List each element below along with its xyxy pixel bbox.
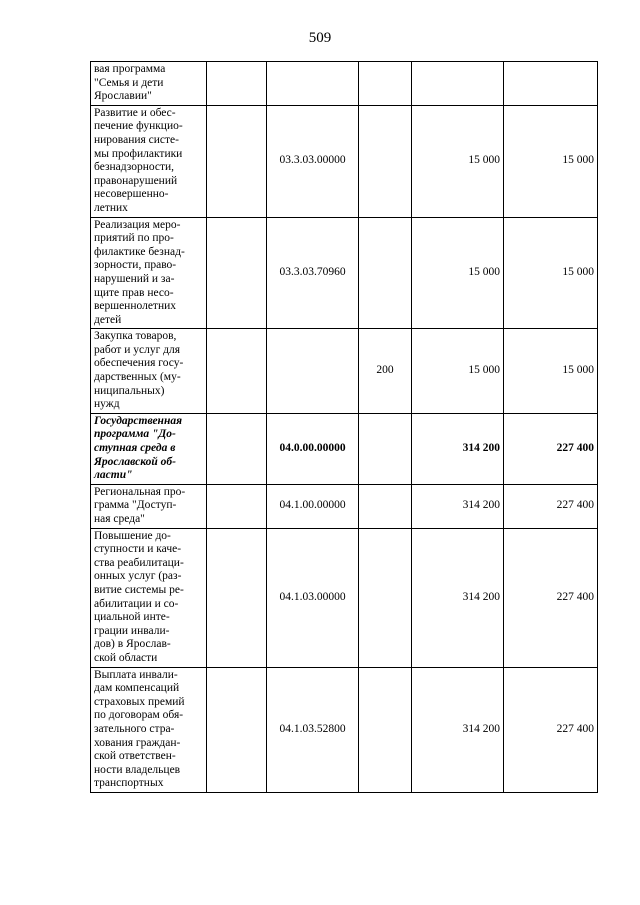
- row-name-line: Региональная про-: [94, 485, 186, 498]
- row-name-line: Развитие и обес-: [94, 106, 176, 119]
- amount-cell-2: 227 400: [504, 484, 598, 528]
- expense-type-cell: [359, 62, 412, 106]
- row-name-cell: [91, 217, 207, 329]
- table-row: [91, 217, 598, 329]
- row-name-line: мы профилактики: [94, 147, 183, 160]
- row-name-line: щите прав несо-: [94, 286, 174, 299]
- empty-cell: [207, 413, 267, 484]
- empty-cell: [207, 484, 267, 528]
- row-name-line: летних: [94, 201, 128, 214]
- row-name-line: дов) в Ярослав-: [94, 638, 171, 651]
- page-number: 509: [308, 30, 332, 46]
- row-name-line: Ярославии": [94, 90, 152, 103]
- budget-table: [90, 61, 598, 793]
- row-name-line: транспортных: [94, 777, 164, 790]
- amount-cell-2: [504, 62, 598, 106]
- table-row: [91, 484, 598, 528]
- row-name-line: детей: [94, 313, 122, 326]
- row-name-line: ниципальных): [94, 384, 165, 397]
- table-row: [91, 105, 598, 217]
- empty-cell: [207, 329, 267, 414]
- program-code-cell: 04.0.00.00000: [267, 413, 359, 484]
- row-name-line: дам компенсаций: [94, 682, 180, 695]
- row-name-line: ласти": [94, 469, 133, 482]
- table-row: [91, 413, 598, 484]
- program-code-cell: 04.1.03.00000: [267, 528, 359, 667]
- row-name-line: ступности и каче-: [94, 543, 182, 556]
- row-name-line: ской области: [94, 651, 158, 664]
- amount-cell-1: 314 200: [412, 667, 504, 792]
- row-name-cell: [91, 413, 207, 484]
- row-name-line: онных услуг (раз-: [94, 570, 182, 583]
- row-name-line: "Семья и дети: [94, 76, 164, 89]
- row-name-line: печение функцио-: [94, 120, 183, 133]
- row-name-line: по договорам обя-: [94, 709, 184, 722]
- row-name-line: циальной инте-: [94, 611, 170, 624]
- amount-cell-1: 314 200: [412, 413, 504, 484]
- program-code-cell: 04.1.03.52800: [267, 667, 359, 792]
- row-name-line: зательного стра-: [94, 722, 175, 735]
- empty-cell: [207, 62, 267, 106]
- row-name-line: страховых премий: [94, 695, 185, 708]
- row-name-cell: [91, 62, 207, 106]
- row-name-line: вершеннолетних: [94, 300, 177, 313]
- row-name-line: безнадзорности,: [94, 161, 175, 174]
- program-code-cell: 04.1.00.00000: [267, 484, 359, 528]
- row-name-line: нужд: [94, 398, 120, 411]
- row-name-cell: [91, 667, 207, 792]
- row-name-line: абилитации и со-: [94, 597, 179, 610]
- amount-cell-1: 15 000: [412, 329, 504, 414]
- expense-type-cell: [359, 217, 412, 329]
- row-name-line: ской ответствен-: [94, 750, 176, 763]
- amount-cell-2: 227 400: [504, 667, 598, 792]
- empty-cell: [207, 217, 267, 329]
- row-name-line: ности владельцев: [94, 763, 181, 776]
- row-name-line: грации инвали-: [94, 624, 170, 637]
- empty-cell: [207, 667, 267, 792]
- expense-type-cell: [359, 528, 412, 667]
- amount-cell-2: 227 400: [504, 528, 598, 667]
- program-code-cell: [267, 329, 359, 414]
- row-name-line: ступная среда в: [94, 442, 176, 455]
- empty-cell: [207, 105, 267, 217]
- row-name-line: Выплата инвали-: [94, 668, 178, 681]
- row-name-line: Реализация меро-: [94, 218, 181, 231]
- expense-type-cell: [359, 105, 412, 217]
- amount-cell-2: 15 000: [504, 329, 598, 414]
- row-name-line: нарушений и за-: [94, 272, 175, 285]
- program-code-cell: 03.3.03.00000: [267, 105, 359, 217]
- expense-type-cell: [359, 413, 412, 484]
- row-name-line: зорности, право-: [94, 259, 177, 272]
- amount-cell-1: 15 000: [412, 105, 504, 217]
- row-name-cell: [91, 329, 207, 414]
- expense-type-cell: [359, 667, 412, 792]
- table-row: [91, 528, 598, 667]
- amount-cell-1: 314 200: [412, 528, 504, 667]
- empty-cell: [207, 528, 267, 667]
- amount-cell-2: 227 400: [504, 413, 598, 484]
- row-name-line: Повышение до-: [94, 529, 171, 542]
- row-name-line: ная среда": [94, 513, 145, 525]
- program-code-cell: 03.3.03.70960: [267, 217, 359, 329]
- row-name-cell: [91, 528, 207, 667]
- row-name-line: Закупка товаров,: [94, 330, 177, 343]
- amount-cell-2: 15 000: [504, 105, 598, 217]
- row-name-line: правонарушений: [94, 174, 178, 187]
- row-name-line: работ и услуг для: [94, 343, 181, 356]
- row-name-line: несовершенно-: [94, 188, 169, 201]
- amount-cell-2: 15 000: [504, 217, 598, 329]
- row-name-line: ства реабилитаци-: [94, 556, 184, 569]
- expense-type-cell: [359, 484, 412, 528]
- row-name-line: программа "До-: [94, 428, 176, 441]
- row-name-line: Ярославской об-: [94, 455, 176, 468]
- row-name-line: обеспечения госу-: [94, 357, 184, 370]
- row-name-cell: [91, 484, 207, 528]
- table-row: [91, 329, 598, 414]
- row-name-line: хования граждан-: [94, 736, 181, 749]
- row-name-cell: [91, 105, 207, 217]
- program-code-cell: [267, 62, 359, 106]
- table-row: [91, 667, 598, 792]
- row-name-line: вая программа: [94, 63, 166, 75]
- table-row: [91, 62, 598, 106]
- amount-cell-1: 15 000: [412, 217, 504, 329]
- row-name-line: дарственных (му-: [94, 371, 181, 384]
- row-name-line: грамма "Доступ-: [94, 499, 177, 512]
- row-name-line: нирования систе-: [94, 133, 179, 146]
- row-name-line: Государственная: [94, 414, 182, 427]
- row-name-line: витие системы ре-: [94, 583, 184, 596]
- row-name-line: филактике безнад-: [94, 245, 185, 258]
- expense-type-cell: 200: [359, 329, 412, 414]
- amount-cell-1: 314 200: [412, 484, 504, 528]
- amount-cell-1: [412, 62, 504, 106]
- row-name-line: приятий по про-: [94, 232, 174, 245]
